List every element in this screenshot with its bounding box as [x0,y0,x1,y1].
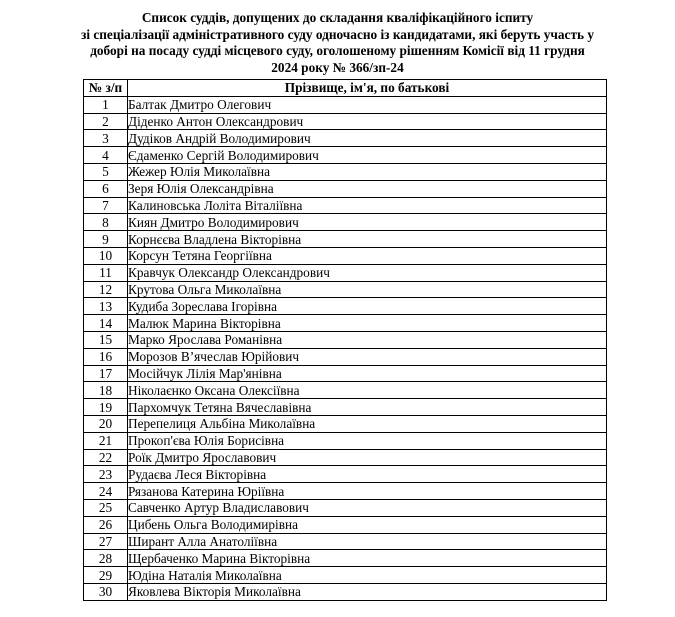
row-number: 27 [84,533,128,550]
row-number: 25 [84,499,128,516]
row-full-name: Крутова Ольга Миколаївна [128,281,607,298]
row-number: 1 [84,96,128,113]
table-row [84,298,607,315]
row-full-name: Дудіков Андрій Володимирович [128,130,607,147]
row-number: 21 [84,432,128,449]
row-number: 17 [84,365,128,382]
table-row [84,315,607,332]
row-number: 7 [84,197,128,214]
row-number: 9 [84,231,128,248]
row-full-name: Рудаєва Леся Вікторівна [128,466,607,483]
row-number: 26 [84,516,128,533]
row-full-name: Пархомчук Тетяна Вячеславівна [128,399,607,416]
row-number: 2 [84,113,128,130]
judges-table [83,79,607,601]
table-row [84,180,607,197]
row-full-name: Кравчук Олександр Олександрович [128,264,607,281]
row-full-name: Діденко Антон Олександрович [128,113,607,130]
table-row [84,365,607,382]
row-full-name: Юдіна Наталія Миколаївна [128,567,607,584]
row-number: 20 [84,415,128,432]
row-number: 13 [84,298,128,315]
table-row [84,264,607,281]
table-row [84,113,607,130]
table-row [84,432,607,449]
table-row [84,449,607,466]
table-row [84,348,607,365]
row-full-name: Рязанова Катерина Юріївна [128,483,607,500]
row-number: 12 [84,281,128,298]
row-number: 23 [84,466,128,483]
title-line: зі спеціалізації адміністративного суду одночасно із кандидатами, які беруть участь у [81,26,594,42]
row-full-name: Корнєєва Владлена Вікторівна [128,231,607,248]
row-full-name: Ширант Алла Анатоліївна [128,533,607,550]
table-row [84,499,607,516]
row-full-name: Балтак Дмитро Олегович [128,96,607,113]
row-number: 11 [84,264,128,281]
row-number: 14 [84,315,128,332]
table-row [84,567,607,584]
row-full-name: Мосійчук Лілія Мар'янівна [128,365,607,382]
row-number: 8 [84,214,128,231]
title-line: 2024 року № 366/зп-24 [271,59,404,75]
row-full-name: Морозов В’ячеслав Юрійович [128,348,607,365]
table-row [84,466,607,483]
table-row [84,197,607,214]
row-number: 5 [84,163,128,180]
row-number: 28 [84,550,128,567]
row-full-name: Жежер Юлія Миколаївна [128,163,607,180]
row-number: 15 [84,331,128,348]
row-number: 16 [84,348,128,365]
table-row [84,247,607,264]
table-row [84,483,607,500]
row-full-name: Прокоп'єва Юлія Борисівна [128,432,607,449]
title-line: Список суддів, допущених до складання кваліфікаційного іспиту [141,10,534,25]
document-title [60,10,615,76]
row-full-name: Кудиба Зорeслава Ігорівна [128,298,607,315]
row-full-name: Цибень Ольга Володимирівна [128,516,607,533]
row-number: 4 [84,147,128,164]
row-full-name: Ніколаєнко Оксана Олексіївна [128,382,607,399]
table-row [84,533,607,550]
row-full-name: Єдаменко Сергій Володимирович [128,147,607,164]
row-full-name: Савченко Артур Владиславович [128,499,607,516]
table-row [84,331,607,348]
column-header-number: № з/п [84,80,128,97]
table-row [84,399,607,416]
row-full-name: Щербаченко Марина Вікторівна [128,550,607,567]
table-row [84,147,607,164]
row-number: 19 [84,399,128,416]
row-number: 6 [84,180,128,197]
row-full-name: Марко Ярослава Романівна [128,331,607,348]
row-number: 30 [84,583,128,600]
table-header-row [84,80,607,97]
row-number: 10 [84,247,128,264]
table-row [84,214,607,231]
row-number: 24 [84,483,128,500]
table-row [84,415,607,432]
table-row [84,550,607,567]
table-row [84,382,607,399]
table-row [84,96,607,113]
table-row [84,516,607,533]
title-line: доборі на посаду судді місцевого суду, оголошеному рішенням Комісії від 11 грудня [90,43,585,59]
column-header-name: Прізвище, ім'я, по батькові [128,80,607,97]
row-full-name: Корсун Тетяна Георгіївна [128,247,607,264]
table-body [84,96,607,600]
row-full-name: Перепелиця Альбіна Миколаївна [128,415,607,432]
table-row [84,130,607,147]
row-number: 18 [84,382,128,399]
row-number: 22 [84,449,128,466]
row-full-name: Калиновська Лоліта Віталіївна [128,197,607,214]
table-row [84,231,607,248]
table-row [84,281,607,298]
row-full-name: Киян Дмитро Володимирович [128,214,607,231]
row-number: 3 [84,130,128,147]
table-row [84,583,607,600]
row-full-name: Роїк Дмитро Ярославович [128,449,607,466]
row-number: 29 [84,567,128,584]
table-row [84,163,607,180]
row-full-name: Зеря Юлія Олександрівна [128,180,607,197]
row-full-name: Яковлева Вікторія Миколаївна [128,583,607,600]
row-full-name: Малюк Марина Вікторівна [128,315,607,332]
